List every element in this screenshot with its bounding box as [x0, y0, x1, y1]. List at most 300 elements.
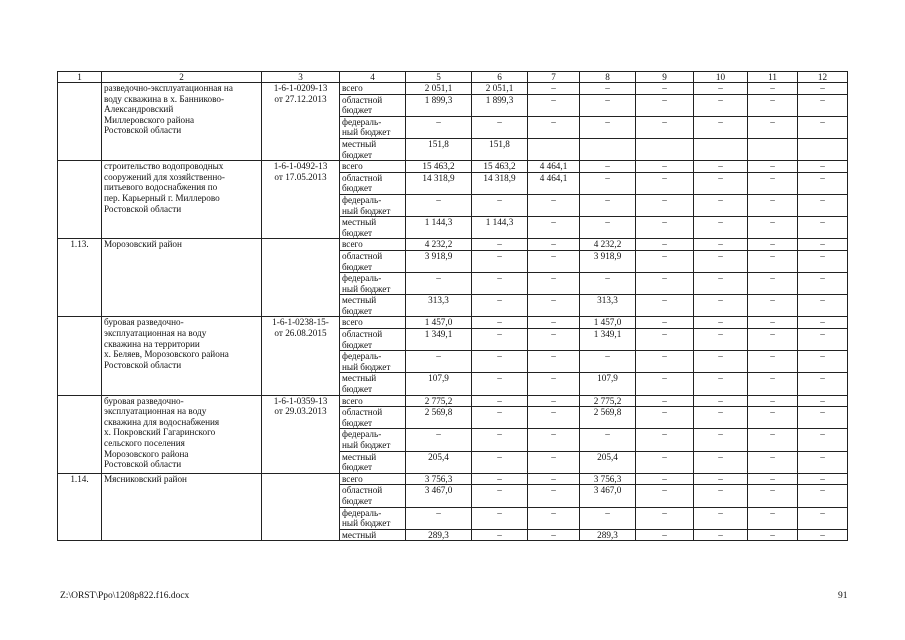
source-line: бюджет: [342, 305, 373, 316]
value-cell: –: [694, 407, 748, 429]
value-cell: –: [694, 451, 748, 473]
value-cell: –: [636, 295, 694, 317]
source-line: бюджет: [342, 384, 373, 395]
document-page: [57, 71, 847, 541]
row-number: [58, 317, 102, 395]
value-cell: –: [694, 485, 748, 507]
source-line: ный бюджет: [342, 440, 391, 450]
value-cell: –: [694, 329, 748, 351]
value-cell: –: [580, 161, 636, 173]
table-row: [58, 83, 848, 95]
table-row: [58, 317, 848, 329]
source-line: областной: [342, 94, 383, 105]
value-cell: –: [748, 83, 798, 95]
funding-source: [340, 485, 406, 507]
value-cell: –: [748, 273, 798, 295]
value-cell: –: [580, 194, 636, 216]
value-cell: –: [694, 473, 748, 485]
source-line: областной: [342, 329, 383, 340]
description-line: эксплуатационная на воду: [104, 406, 207, 417]
value-cell: –: [748, 485, 798, 507]
project-code: [262, 473, 340, 541]
value-cell: –: [798, 273, 848, 295]
value-cell: –: [528, 529, 580, 541]
value-cell: –: [748, 116, 798, 138]
funding-source: [340, 273, 406, 295]
value-cell: –: [580, 172, 636, 194]
value-cell: 1 144,3: [472, 217, 528, 239]
value-cell: [528, 138, 580, 160]
funding-source: [340, 407, 406, 429]
project-code: [262, 161, 340, 239]
funding-source: [340, 239, 406, 251]
value-cell: –: [406, 351, 472, 373]
value-cell: –: [748, 529, 798, 541]
value-cell: –: [694, 295, 748, 317]
value-cell: –: [472, 250, 528, 272]
value-cell: –: [694, 116, 748, 138]
value-cell: [694, 138, 748, 160]
value-cell: –: [748, 351, 798, 373]
value-cell: –: [528, 273, 580, 295]
value-cell: –: [472, 485, 528, 507]
value-cell: –: [748, 507, 798, 529]
funding-source: [340, 138, 406, 160]
value-cell: –: [748, 172, 798, 194]
funding-source: [340, 217, 406, 239]
source-line: местный: [342, 451, 377, 462]
value-cell: –: [748, 317, 798, 329]
funding-source: [340, 94, 406, 116]
column-number: 6: [472, 72, 528, 83]
code-line: 1-6-1-0238-15-: [272, 317, 329, 328]
value-cell: 3 756,3: [406, 473, 472, 485]
source-line: местный: [342, 295, 377, 306]
value-cell: –: [694, 161, 748, 173]
value-cell: –: [798, 451, 848, 473]
value-cell: –: [694, 317, 748, 329]
value-cell: –: [798, 250, 848, 272]
value-cell: –: [636, 161, 694, 173]
description-line: Александровский: [104, 104, 174, 115]
source-line: бюджет: [342, 495, 373, 506]
value-cell: 3 918,9: [580, 250, 636, 272]
funding-source: [340, 507, 406, 529]
value-cell: –: [636, 351, 694, 373]
source-line: федераль-: [342, 273, 382, 284]
value-cell: –: [528, 329, 580, 351]
description-line: х. Покровский Гагаринского: [104, 427, 216, 438]
value-cell: 4 464,1: [528, 172, 580, 194]
value-cell: –: [798, 194, 848, 216]
value-cell: –: [798, 507, 848, 529]
value-cell: 1 899,3: [406, 94, 472, 116]
value-cell: –: [748, 429, 798, 451]
source-line: областной: [342, 172, 383, 183]
code-line: от 26.08.2015: [274, 328, 327, 339]
description-line: пер. Карьерный г. Миллерово: [104, 192, 220, 203]
value-cell: –: [528, 373, 580, 395]
value-cell: –: [636, 395, 694, 407]
value-cell: –: [528, 351, 580, 373]
table-row: [58, 395, 848, 407]
funding-source: [340, 329, 406, 351]
description-line: Ростовской области: [104, 359, 182, 370]
value-cell: –: [694, 373, 748, 395]
value-cell: –: [580, 94, 636, 116]
value-cell: –: [472, 407, 528, 429]
column-number: 11: [748, 72, 798, 83]
value-cell: –: [528, 250, 580, 272]
value-cell: –: [694, 529, 748, 541]
value-cell: –: [472, 295, 528, 317]
value-cell: –: [636, 485, 694, 507]
value-cell: –: [748, 217, 798, 239]
value-cell: –: [406, 429, 472, 451]
value-cell: –: [694, 507, 748, 529]
value-cell: 107,9: [580, 373, 636, 395]
value-cell: –: [580, 429, 636, 451]
source-line: федераль-: [342, 194, 382, 205]
value-cell: –: [798, 83, 848, 95]
value-cell: –: [798, 94, 848, 116]
value-cell: 4 464,1: [528, 161, 580, 173]
funding-source: [340, 373, 406, 395]
value-cell: 15 463,2: [406, 161, 472, 173]
column-number: 12: [798, 72, 848, 83]
value-cell: 2 051,1: [472, 83, 528, 95]
value-cell: –: [636, 273, 694, 295]
description-line: Мясниковский район: [104, 473, 187, 484]
code-line: 1-6-1-0492-13: [273, 161, 328, 172]
object-description: [102, 395, 262, 473]
value-cell: –: [798, 485, 848, 507]
value-cell: –: [472, 395, 528, 407]
value-cell: –: [472, 451, 528, 473]
value-cell: 205,4: [580, 451, 636, 473]
description-line: скважина на территории: [104, 338, 200, 349]
source-line: бюджет: [342, 462, 373, 473]
value-cell: –: [636, 373, 694, 395]
table-row: [58, 473, 848, 485]
value-cell: –: [580, 351, 636, 373]
project-code: [262, 317, 340, 395]
value-cell: –: [528, 295, 580, 317]
description-line: буровая разведочно-: [104, 317, 184, 328]
value-cell: –: [748, 239, 798, 251]
value-cell: –: [528, 507, 580, 529]
value-cell: 151,8: [406, 138, 472, 160]
value-cell: –: [472, 373, 528, 395]
column-number-row: [58, 72, 848, 83]
description-line: х. Беляев, Морозовского района: [104, 349, 229, 360]
value-cell: –: [636, 473, 694, 485]
source-line: ный бюджет: [342, 361, 391, 372]
source-line: федераль-: [342, 116, 382, 127]
funding-source: [340, 83, 406, 95]
source-line: бюджет: [342, 417, 373, 428]
value-cell: –: [636, 451, 694, 473]
value-cell: –: [636, 250, 694, 272]
object-description: [102, 83, 262, 161]
value-cell: 1 457,0: [580, 317, 636, 329]
description-line: строительство водопроводных: [104, 161, 224, 172]
value-cell: 313,3: [406, 295, 472, 317]
value-cell: –: [528, 429, 580, 451]
value-cell: –: [636, 507, 694, 529]
value-cell: 15 463,2: [472, 161, 528, 173]
value-cell: –: [472, 194, 528, 216]
value-cell: –: [636, 317, 694, 329]
funding-source: [340, 116, 406, 138]
row-number: [58, 395, 102, 473]
value-cell: 2 051,1: [406, 83, 472, 95]
source-line: ный бюджет: [342, 127, 391, 138]
value-cell: –: [636, 217, 694, 239]
description-line: воду скважина в х. Банниково-: [104, 93, 225, 104]
source-line: бюджет: [342, 227, 373, 238]
code-line: от 27.12.2013: [274, 93, 327, 104]
column-number: 3: [262, 72, 340, 83]
column-number: 4: [340, 72, 406, 83]
source-line: всего: [342, 395, 363, 406]
source-line: местный: [342, 373, 377, 384]
column-number: 10: [694, 72, 748, 83]
row-number: [58, 161, 102, 239]
column-number: 7: [528, 72, 580, 83]
value-cell: –: [694, 194, 748, 216]
value-cell: –: [636, 329, 694, 351]
value-cell: 2 775,2: [580, 395, 636, 407]
funding-source: [340, 473, 406, 485]
funding-source: [340, 351, 406, 373]
description-line: Ростовской области: [104, 125, 182, 136]
code-line: от 17.05.2013: [274, 171, 327, 182]
value-cell: 4 232,2: [580, 239, 636, 251]
object-description: [102, 161, 262, 239]
value-cell: [748, 138, 798, 160]
value-cell: 2 569,8: [406, 407, 472, 429]
source-line: бюджет: [342, 261, 373, 272]
value-cell: –: [528, 116, 580, 138]
value-cell: –: [528, 194, 580, 216]
value-cell: [798, 138, 848, 160]
source-line: федераль-: [342, 507, 382, 518]
value-cell: –: [580, 83, 636, 95]
value-cell: –: [694, 351, 748, 373]
value-cell: –: [798, 429, 848, 451]
footer-file-path: Z:\ORST\Ppo\1208p822.f16.docx: [60, 591, 190, 601]
value-cell: 3 756,3: [580, 473, 636, 485]
description-line: сооружений для хозяйственно-: [104, 171, 225, 182]
source-line: федераль-: [342, 351, 382, 362]
funding-source: [340, 194, 406, 216]
value-cell: –: [798, 116, 848, 138]
value-cell: 1 457,0: [406, 317, 472, 329]
value-cell: –: [636, 407, 694, 429]
source-line: местный: [342, 138, 377, 149]
value-cell: –: [528, 485, 580, 507]
value-cell: 313,3: [580, 295, 636, 317]
source-line: ный бюджет: [342, 283, 391, 294]
source-line: всего: [342, 83, 363, 93]
funding-source: [340, 529, 406, 541]
value-cell: 4 232,2: [406, 239, 472, 251]
funding-source: [340, 295, 406, 317]
value-cell: –: [528, 217, 580, 239]
value-cell: –: [798, 395, 848, 407]
description-line: разведочно-эксплуатационная на: [104, 83, 233, 93]
column-number: 9: [636, 72, 694, 83]
value-cell: –: [748, 250, 798, 272]
source-line: бюджет: [342, 149, 373, 160]
source-line: ный бюджет: [342, 518, 391, 529]
value-cell: –: [406, 194, 472, 216]
source-line: местный: [342, 217, 377, 228]
description-line: Ростовской области: [104, 203, 182, 214]
value-cell: –: [472, 529, 528, 541]
value-cell: –: [406, 116, 472, 138]
value-cell: –: [580, 217, 636, 239]
value-cell: –: [748, 451, 798, 473]
value-cell: –: [528, 83, 580, 95]
value-cell: –: [636, 529, 694, 541]
source-line: бюджет: [342, 183, 373, 194]
budget-table: [57, 71, 848, 541]
value-cell: –: [694, 94, 748, 116]
table-row: [58, 239, 848, 251]
value-cell: –: [694, 172, 748, 194]
value-cell: –: [798, 172, 848, 194]
value-cell: –: [472, 351, 528, 373]
value-cell: –: [580, 116, 636, 138]
source-line: всего: [342, 239, 363, 250]
value-cell: –: [528, 473, 580, 485]
value-cell: –: [528, 317, 580, 329]
value-cell: –: [528, 451, 580, 473]
value-cell: 1 349,1: [406, 329, 472, 351]
description-line: эксплуатационная на воду: [104, 328, 207, 339]
value-cell: –: [694, 273, 748, 295]
value-cell: –: [406, 273, 472, 295]
source-line: всего: [342, 473, 363, 484]
value-cell: –: [748, 473, 798, 485]
value-cell: –: [406, 507, 472, 529]
object-description: [102, 239, 262, 317]
value-cell: –: [472, 473, 528, 485]
funding-source: [340, 451, 406, 473]
value-cell: 2 775,2: [406, 395, 472, 407]
description-line: питьевого водоснабжения по: [104, 182, 218, 193]
value-cell: –: [798, 329, 848, 351]
value-cell: –: [472, 429, 528, 451]
value-cell: –: [694, 239, 748, 251]
value-cell: 289,3: [580, 529, 636, 541]
funding-source: [340, 317, 406, 329]
row-number: 1.14.: [58, 473, 102, 541]
value-cell: –: [748, 395, 798, 407]
value-cell: –: [798, 373, 848, 395]
project-code: [262, 83, 340, 161]
value-cell: –: [694, 395, 748, 407]
description-line: Ростовской области: [104, 459, 182, 470]
value-cell: –: [694, 429, 748, 451]
value-cell: –: [528, 395, 580, 407]
column-number: 5: [406, 72, 472, 83]
value-cell: –: [748, 407, 798, 429]
value-cell: –: [472, 239, 528, 251]
funding-source: [340, 172, 406, 194]
column-number: 1: [58, 72, 102, 83]
value-cell: –: [748, 329, 798, 351]
project-code: [262, 395, 340, 473]
value-cell: –: [636, 239, 694, 251]
description-line: скважина для водоснабжения: [104, 416, 220, 427]
value-cell: 289,3: [406, 529, 472, 541]
value-cell: –: [748, 194, 798, 216]
value-cell: 3 467,0: [580, 485, 636, 507]
value-cell: –: [748, 295, 798, 317]
value-cell: –: [798, 407, 848, 429]
description-line: Морозовский район: [104, 239, 182, 250]
funding-source: [340, 429, 406, 451]
value-cell: –: [798, 317, 848, 329]
value-cell: –: [528, 407, 580, 429]
value-cell: –: [528, 94, 580, 116]
value-cell: 3 918,9: [406, 250, 472, 272]
value-cell: –: [580, 273, 636, 295]
value-cell: –: [694, 217, 748, 239]
source-line: областной: [342, 250, 383, 261]
value-cell: –: [748, 94, 798, 116]
code-line: 1-6-1-0359-13: [273, 395, 328, 406]
value-cell: –: [636, 429, 694, 451]
value-cell: 1 899,3: [472, 94, 528, 116]
value-cell: –: [748, 161, 798, 173]
code-line: от 29.03.2013: [274, 406, 327, 417]
source-line: местный: [342, 529, 377, 540]
value-cell: 151,8: [472, 138, 528, 160]
code-line: 1-6-1-0209-13: [273, 83, 328, 93]
value-cell: –: [798, 239, 848, 251]
source-line: ный бюджет: [342, 205, 391, 216]
footer-page-number: 91: [838, 591, 848, 601]
column-number: 8: [580, 72, 636, 83]
description-line: сельского поселения: [104, 438, 185, 448]
value-cell: –: [798, 351, 848, 373]
description-line: Морозовского района: [104, 448, 189, 459]
value-cell: 3 467,0: [406, 485, 472, 507]
funding-source: [340, 250, 406, 272]
value-cell: –: [748, 373, 798, 395]
row-number: 1.13.: [58, 239, 102, 317]
value-cell: –: [636, 116, 694, 138]
value-cell: –: [798, 473, 848, 485]
object-description: [102, 473, 262, 541]
value-cell: –: [472, 273, 528, 295]
value-cell: 205,4: [406, 451, 472, 473]
description-line: буровая разведочно-: [104, 395, 184, 406]
source-line: всего: [342, 161, 363, 172]
value-cell: –: [472, 317, 528, 329]
value-cell: [580, 138, 636, 160]
source-line: областной: [342, 407, 383, 418]
table-row: [58, 161, 848, 173]
value-cell: 14 318,9: [406, 172, 472, 194]
value-cell: –: [798, 217, 848, 239]
value-cell: 107,9: [406, 373, 472, 395]
funding-source: [340, 161, 406, 173]
